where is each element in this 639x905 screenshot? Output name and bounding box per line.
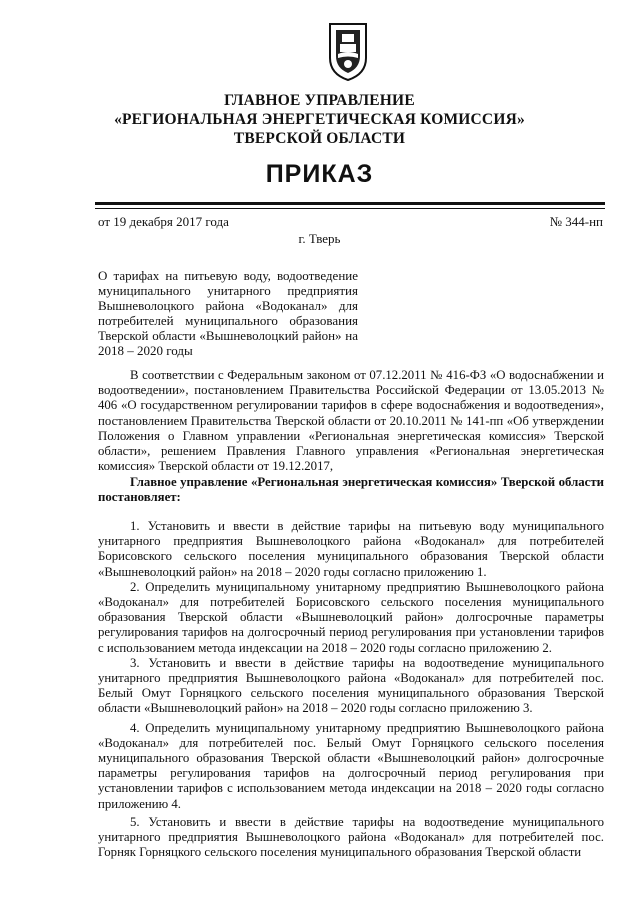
decree-line: Главное управление «Региональная энергетическая комиссия» Тверской области постановляет: [98,475,604,505]
decree-paragraph [98,475,604,505]
preamble-paragraph [98,368,604,474]
decree-item-2: 2. Определить муниципальному унитарному предприятию Вышневолоцкого района «Водоканал» для потребителей Борисовского сельского поселения муниципального образования Тверской области «Вышневолоцкий район» долгосрочные параметры регулирования тарифов на долгосрочный период регулирования при установлении тарифов с использованием метода индексации на 2018 – 2020 годы согласно приложению 2. [98,579,604,655]
decree-item-1: 1. Установить и ввести в действие тарифы на питьевую воду муниципального унитарного предприятия Вышневолоцкого района «Водоканал» для потребителей Борисовского сельского поселения муниципального образования Тверской области «Вышневолоцкий район» на 2018 – 2020 годы согласно приложению 1. [98,519,604,579]
decree-items [98,519,604,860]
document-subject: О тарифах на питьевую воду, водоотведение муниципального унитарного предприятия Вышневолоцкого района «Водоканал» для потребителей муниципального образования Тверской области «Вышневолоцкий район» на 2018 – 2020 годы [98,268,358,358]
org-name-line-1: ГЛАВНОЕ УПРАВЛЕНИЕ [224,92,415,109]
org-name-line-3: ТВЕРСКОЙ ОБЛАСТИ [233,130,406,147]
document-date: от 19 декабря 2017 года [98,214,229,229]
decree-item-3: 3. Установить и ввести в действие тарифы на водоотведение муниципального унитарного предприятия Вышневолоцкого района «Водоканал» для потребителей пос. Белый Омут Горняцкого сельского поселения муниципального образования Тверской области «Вышневолоцкий район» на 2018 – 2020 годы согласно приложению 3. [98,655,604,716]
org-name-line-2: «РЕГИОНАЛЬНАЯ ЭНЕРГЕТИЧЕСКАЯ КОМИССИЯ» [114,111,525,128]
document-title: ПРИКАЗ [265,160,374,188]
header-divider-thick [95,202,605,205]
decree-item-5: 5. Установить и ввести в действие тарифы на водоотведение муниципального унитарного предприятия Вышневолоцкого района «Водоканал» для потребителей пос. Горняк Горняцкого сельского поселения муниципального образования Тверской области [98,814,604,860]
preamble-text: В соответствии с Федеральным законом от 07.12.2011 № 416-ФЗ «О водоснабжении и водоотведении», постановлением Правительства Российской Федерации от 13.05.2013 № 406 «О государственном регулировании тарифов в сфере водоснабжения и водоотведения», постановлением Правительства Тверской области от 20.10.2011 № 141-пп «Об утверждении Положения о Главном управлении «Региональная энергетическая комиссия» Тверской области», решением Правления Главного управления «Региональная энергетическая комиссия» Тверской области от 19.12.2017, [98,368,604,474]
document-number: № 344-нп [549,214,603,229]
document-city: г. Тверь [298,231,341,246]
tver-coat-of-arms-icon [328,22,368,82]
decree-item-4: 4. Определить муниципальному унитарному предприятию Вышневолоцкого района «Водоканал» для потребителей пос. Белый Омут Горняцкого сельского поселения муниципального образования Тверской области «Вышневолоцкий район» долгосрочные параметры регулирования тарифов на долгосрочный период регулирования при установлении тарифов с использованием метода индексации на 2018 – 2020 годы согласно приложению 4. [98,720,604,811]
header-divider-thin [95,208,605,209]
